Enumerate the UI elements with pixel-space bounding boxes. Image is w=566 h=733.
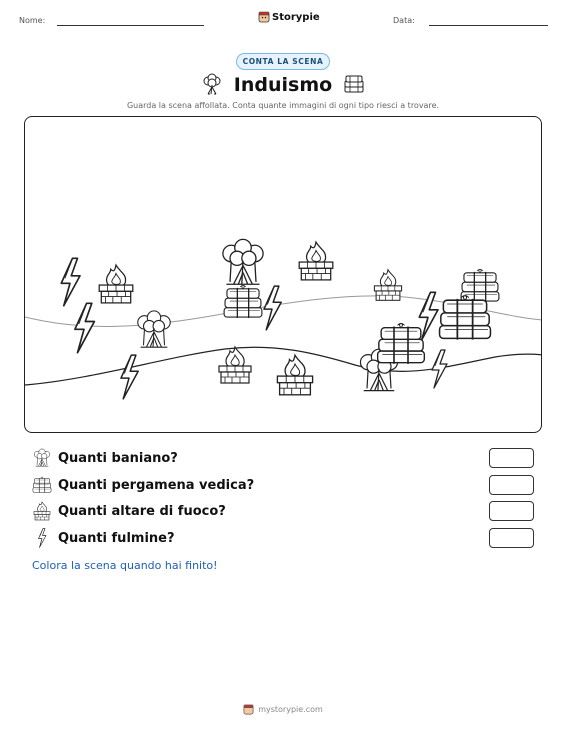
scene-fire-altar-icon	[273, 351, 317, 399]
page-title: Induismo	[233, 74, 333, 96]
scene-vedic-scroll-icon	[437, 295, 493, 341]
scene-fire-altar-icon	[295, 239, 337, 283]
banyan-tree-icon	[32, 448, 52, 468]
scene-lightning-icon	[427, 349, 451, 389]
scene-lightning-icon	[69, 302, 99, 354]
date-line[interactable]	[429, 25, 548, 26]
footer	[0, 704, 566, 715]
lightning-icon	[32, 528, 52, 548]
banyan-tree-icon	[200, 73, 224, 97]
scene-lightning-icon	[55, 257, 85, 307]
name-line[interactable]	[57, 25, 204, 26]
storypie-mascot-icon	[243, 704, 254, 715]
footer-url[interactable]: mystorypie.com	[258, 705, 323, 714]
scene-fire-altar-icon	[371, 267, 405, 303]
fire-altar-icon	[32, 501, 52, 521]
instructions-subtitle: Guarda la scena affollata. Conta quante immagini di ogni tipo riesci a trovare.	[126, 101, 440, 110]
question-text: Quanti altare di fuoco?	[58, 503, 226, 519]
question-text: Quanti baniano?	[58, 450, 178, 466]
scene-vedic-scroll-icon	[375, 323, 427, 365]
scene-fire-altar-icon	[95, 262, 137, 306]
date-label: Data:	[393, 16, 415, 25]
answer-box[interactable]	[489, 528, 534, 548]
scene-lightning-icon	[115, 354, 143, 400]
scene-fire-altar-icon	[215, 343, 255, 387]
answer-box[interactable]	[489, 448, 534, 468]
question-text: Quanti fulmine?	[58, 530, 175, 546]
name-label: Nome:	[19, 16, 46, 25]
question-row	[32, 527, 536, 549]
answer-box[interactable]	[489, 501, 534, 521]
question-text: Quanti pergamena vedica?	[58, 477, 255, 493]
answer-box[interactable]	[489, 475, 534, 495]
title-row	[0, 72, 566, 98]
question-row	[32, 447, 536, 469]
question-row	[32, 500, 536, 522]
brand-logo	[258, 11, 320, 23]
storypie-mascot-icon	[258, 11, 270, 23]
scene-vedic-scroll-icon	[221, 285, 265, 319]
counting-scene	[24, 116, 542, 433]
brand-name: Storypie	[272, 11, 320, 23]
vedic-scroll-icon	[342, 73, 366, 97]
activity-badge: CONTA LA SCENA	[236, 53, 330, 70]
finish-instruction: Colora la scena quando hai finito!	[32, 559, 218, 572]
question-row	[32, 474, 536, 496]
scene-banyan-tree-icon	[133, 307, 175, 353]
vedic-scroll-icon	[32, 475, 52, 495]
